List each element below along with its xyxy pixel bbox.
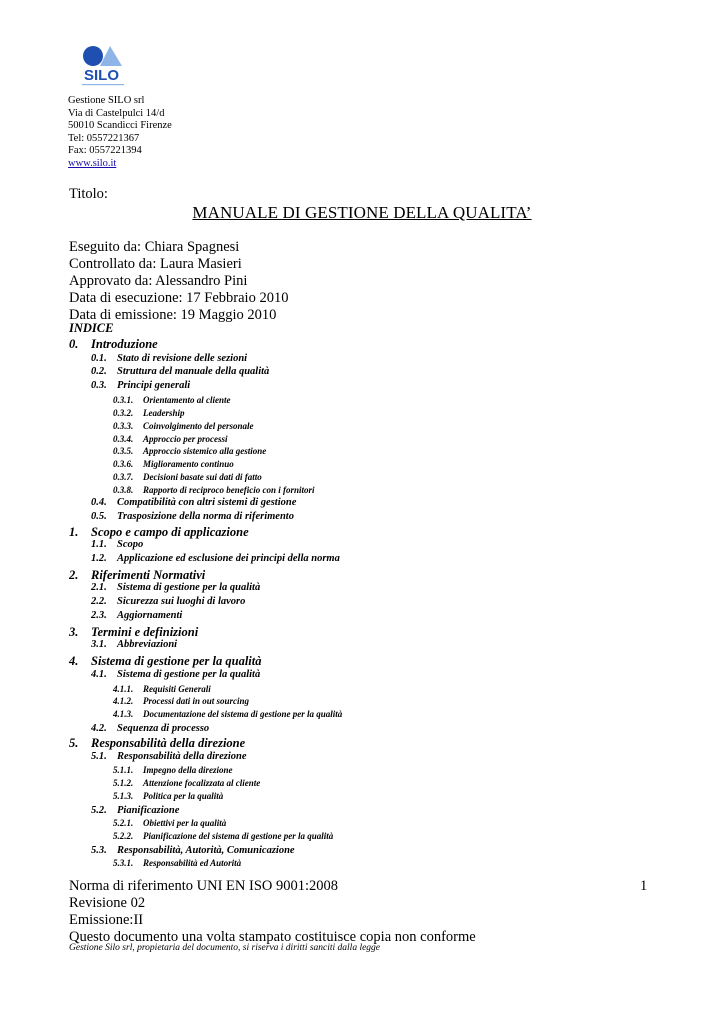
toc-item (69, 525, 249, 540)
toc-item-label: Introduzione (91, 337, 158, 351)
approved-by: Approvato da: Alessandro Pini (69, 273, 248, 289)
toc-item-number: 5.1.1. (113, 765, 134, 775)
toc-item (91, 582, 260, 593)
toc-item-number: 5.1.2. (113, 778, 134, 788)
company-city: 50010 Scandicci Firenze (68, 120, 172, 131)
toc-item-number: 0.3. (91, 380, 107, 391)
toc-item-label: Sicurezza sui luoghi di lavoro (117, 596, 246, 607)
toc-item-number: 0.3.8. (113, 485, 134, 495)
toc-item (113, 696, 249, 706)
toc-item-number: 0.3.6. (113, 459, 134, 469)
toc-item-number: 2.3. (91, 610, 107, 621)
toc-item-label: Leadership (143, 408, 185, 418)
toc-item (113, 446, 266, 456)
toc-item-number: 0.3.4. (113, 434, 134, 444)
toc-item (113, 778, 260, 788)
toc-item (91, 380, 190, 391)
copy-notice: Questo documento una volta stampato costituisce copia non conforme (69, 929, 476, 945)
toc-item-label: Attenzione focalizzata al cliente (143, 778, 261, 788)
toc-item-label: Processi dati in out sourcing (143, 696, 250, 706)
toc-item-number: 1.1. (91, 539, 107, 550)
index-heading: INDICE (69, 321, 114, 335)
toc-item (91, 723, 209, 734)
toc-item-number: 4.1. (91, 669, 107, 680)
toc-item-label: Pianificazione del sistema di gestione per la qualità (143, 831, 334, 841)
logo-text: SILO (84, 67, 120, 84)
toc-item-number: 5.2.1. (113, 818, 134, 828)
toc-item (113, 472, 262, 482)
toc-item-label: Pianificazione (117, 805, 180, 816)
toc-item-number: 0.4. (91, 497, 107, 508)
issue-date: Data di emissione: 19 Maggio 2010 (69, 307, 277, 323)
toc-item-number: 5.1.3. (113, 791, 134, 801)
toc-item-number: 0.1. (91, 353, 107, 364)
toc-item-label: Struttura del manuale della qualità (117, 366, 270, 377)
toc-item-number: 3.1. (91, 639, 107, 650)
toc-item-label: Requisiti Generali (143, 684, 211, 694)
toc-item-number: 4.2. (91, 723, 107, 734)
toc-item (113, 709, 342, 719)
toc-item (113, 421, 254, 431)
company-address: Via di Castelpulci 14/d (68, 107, 165, 119)
toc-item (69, 736, 245, 751)
toc-item (113, 408, 185, 418)
toc-item-label: Rapporto di reciproco beneficio con i fornitori (143, 485, 315, 495)
website-link[interactable]: www.silo.it (68, 157, 117, 169)
silo-logo-icon (80, 44, 126, 90)
toc-item (113, 831, 333, 841)
toc-item-number: 4.1.1. (113, 684, 134, 694)
toc-item-label: Scopo (117, 539, 144, 550)
toc-item-label: Responsabilità, Autorità, Comunicazione (117, 845, 295, 856)
toc-item (113, 459, 234, 469)
toc-item-label: Politica per la qualità (143, 791, 224, 801)
toc-item (91, 366, 269, 377)
toc-item-label: Approccio sistemico alla gestione (143, 446, 267, 456)
toc-item-number: 1.2. (91, 553, 107, 564)
toc-item-number: 5.2.2. (113, 831, 134, 841)
toc-item-number: 5. (69, 736, 79, 750)
ownership-note: Gestione Silo srl, propietaria del documento, si riserva i diritti sanciti dalla legge (69, 943, 381, 953)
toc-item-label: Approccio per processi (143, 434, 228, 444)
toc-item-number: 2.1. (91, 582, 107, 593)
company-fax: Fax: 0557221394 (68, 145, 142, 156)
toc-item-label: Stato di revisione delle sezioni (117, 353, 248, 364)
toc-item (91, 751, 247, 762)
toc-item-label: Responsabilità ed Autorità (143, 858, 242, 868)
toc-item (91, 669, 260, 680)
toc-item-label: Sistema di gestione per la qualità (91, 654, 262, 668)
toc-item (113, 684, 211, 694)
company-name: Gestione SILO srl (68, 95, 145, 106)
executed-by: Eseguito da: Chiara Spagnesi (69, 239, 240, 255)
toc-item (113, 434, 228, 444)
toc-item-label: Obiettivi per la qualità (143, 818, 227, 828)
toc-item-label: Sequenza di processo (117, 723, 210, 734)
toc-item-number: 2. (69, 568, 79, 582)
toc-item-number: 0.3.1. (113, 395, 134, 405)
toc-item-number: 3. (69, 625, 79, 639)
toc-item-number: 0.3.2. (113, 408, 134, 418)
toc-item (113, 791, 223, 801)
toc-item-label: Aggiornamenti (117, 610, 183, 621)
toc-item (113, 395, 231, 405)
toc-item (91, 553, 340, 564)
company-logo (80, 44, 126, 90)
toc-item-label: Responsabilità della direzione (117, 751, 247, 762)
toc-item-label: Coinvolgimento del personale (143, 421, 254, 431)
toc-item-number: 5.2. (91, 805, 107, 816)
company-info (68, 95, 172, 170)
toc-item-number: 0.3.5. (113, 446, 134, 456)
toc-item (91, 610, 182, 621)
toc-item-number: 0.3.3. (113, 421, 134, 431)
toc-item (69, 337, 158, 352)
toc-item-number: 5.1. (91, 751, 107, 762)
toc-item-label: Impegno della direzione (143, 765, 233, 775)
toc-item-label: Responsabilità della direzione (91, 736, 246, 750)
toc-item-label: Trasposizione della norma di riferimento (117, 511, 294, 522)
checked-by: Controllato da: Laura Masieri (69, 256, 242, 272)
toc-item (91, 639, 177, 650)
toc-item (69, 568, 205, 583)
toc-item (91, 845, 295, 856)
toc-item-label: Miglioramento continuo (143, 459, 234, 469)
toc-item-label: Riferimenti Normativi (91, 568, 206, 582)
toc-item (69, 625, 198, 640)
page-footer (69, 878, 476, 946)
toc-item-number: 5.3.1. (113, 858, 134, 868)
toc-item-label: Applicazione ed esclusione dei principi della norma (117, 553, 340, 564)
toc-item-number: 0.5. (91, 511, 107, 522)
toc-item (91, 353, 247, 364)
toc-item-number: 2.2. (91, 596, 107, 607)
title-label: Titolo: (69, 186, 108, 202)
norm-reference: Norma di riferimento UNI EN ISO 9001:2008 (69, 878, 339, 894)
toc-item (69, 654, 262, 669)
emission: Emissione:II (69, 912, 144, 928)
toc-item-number: 4. (69, 654, 79, 668)
toc-item-label: Principi generali (117, 380, 191, 391)
toc-item-label: Sistema di gestione per la qualità (117, 669, 261, 680)
toc-item-label: Sistema di gestione per la qualità (117, 582, 261, 593)
toc-item (91, 539, 143, 550)
company-tel: Tel: 0557221367 (68, 132, 140, 144)
toc-item (113, 485, 315, 495)
toc-item-label: Compatibilità con altri sistemi di gestione (117, 497, 297, 508)
toc-item-number: 0.3.7. (113, 472, 134, 482)
toc-item-number: 4.1.3. (113, 709, 134, 719)
toc-item-number: 1. (69, 525, 79, 539)
toc-item (113, 858, 241, 868)
toc-item-number: 4.1.2. (113, 696, 134, 706)
toc-item (113, 818, 226, 828)
revision: Revisione 02 (69, 895, 146, 911)
toc-item-number: 5.3. (91, 845, 107, 856)
toc-item-label: Termini e definizioni (91, 625, 199, 639)
toc-item (113, 765, 233, 775)
toc-item (91, 596, 245, 607)
toc-item-label: Orientamento al cliente (143, 395, 231, 405)
toc-item (91, 497, 296, 508)
document-meta (69, 239, 288, 324)
execution-date: Data di esecuzione: 17 Febbraio 2010 (69, 290, 289, 306)
toc-item (91, 805, 179, 816)
toc-item-label: Abbreviazioni (117, 639, 178, 650)
toc-item-label: Decisioni basate sui dati di fatto (143, 472, 262, 482)
toc-item-number: 0. (69, 337, 79, 351)
page-number: 1 (640, 878, 648, 894)
toc-item-number: 0.2. (91, 366, 107, 377)
toc-item-label: Scopo e campo di applicazione (91, 525, 249, 539)
toc-item-label: Documentazione del sistema di gestione per la qualità (143, 709, 343, 719)
toc-item (91, 511, 294, 522)
document-title: MANUALE DI GESTIONE DELLA QUALITA’ (192, 203, 532, 222)
